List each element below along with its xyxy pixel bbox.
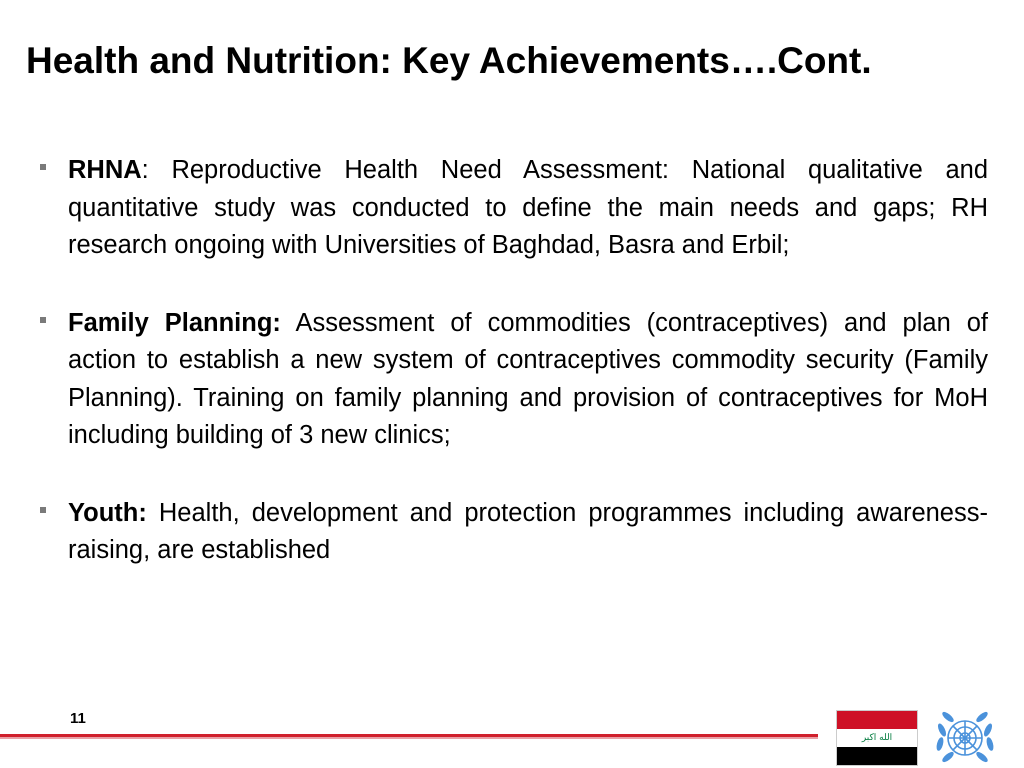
bullet-list (40, 152, 988, 610)
bullet-youth (40, 495, 988, 570)
square-bullet-icon (40, 507, 46, 513)
page-number: 11 (70, 710, 86, 727)
bullet-heading: RHNA (68, 156, 142, 184)
bullet-heading: Youth: (68, 498, 147, 527)
bullet-body: Assessment of commodities (contraceptives) and plan of action to establish a new system of contraceptives commodity security (Family Planning). Training on family planning and provision of contraceptives for MoH including building of 3 new clinics; (68, 308, 988, 449)
bullet-text (68, 152, 988, 265)
bullet-heading: Family Planning: (68, 308, 281, 337)
flag-red-stripe (837, 711, 917, 729)
bullet-rhna (40, 152, 988, 265)
bullet-separator (147, 499, 159, 527)
bullet-body: Reproductive Health Need Assessment: National qualitative and quantitative study was conducted to define the main needs and gaps; RH research ongoing with Universities of Baghdad, Basra and Erbil; (68, 156, 988, 259)
flag-script: الله اكبر (861, 733, 893, 743)
square-bullet-icon (40, 317, 46, 323)
un-emblem-icon (934, 708, 996, 768)
slide-title: Health and Nutrition: Key Achievements….Cont. (26, 40, 872, 81)
bullet-text (68, 495, 988, 570)
flag-black-stripe (837, 747, 917, 765)
bullet-separator: : (141, 156, 172, 184)
footer-divider-shadow (0, 737, 818, 739)
flag-white-stripe (837, 729, 917, 747)
square-bullet-icon (40, 164, 46, 170)
bullet-family-planning (40, 305, 988, 455)
iraq-flag-icon (836, 710, 918, 766)
bullet-body: Health, development and protection programmes including awareness-raising, are established (68, 498, 988, 564)
bullet-text (68, 305, 988, 455)
bullet-separator (281, 309, 296, 337)
